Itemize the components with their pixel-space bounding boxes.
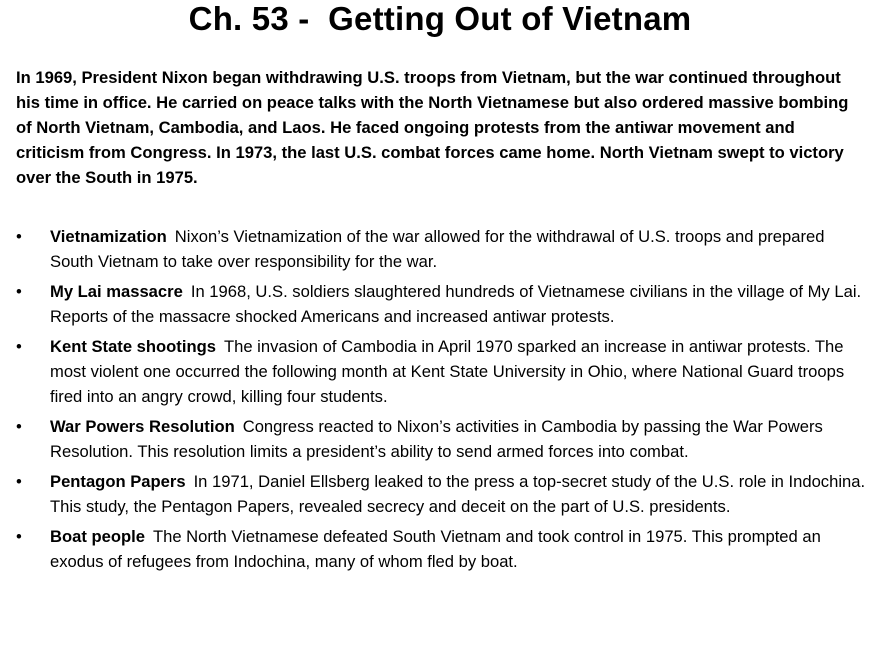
bullet-icon: • (16, 527, 22, 546)
term-definition: The invasion of Cambodia in April 1970 sparked an increase in antiwar protests. The most violent one occurred the following month at Kent State University in Ohio, where National Guard troops fired into an angry crowd, killing four students. (50, 337, 845, 406)
terms-list (16, 224, 866, 579)
intro-paragraph: In 1969, President Nixon began withdrawing U.S. troops from Vietnam, but the war continued throughout his time in office. He carried on peace talks with the North Vietnamese but also ordered massive bombing of North Vietnam, Cambodia, and Laos. He faced ongoing protests from the antiwar movement and criticism from Congress. In 1973, the last U.S. combat forces came home. North Vietnam swept to victory over the South in 1975. (16, 68, 849, 187)
term-definition: Nixon’s Vietnamization of the war allowed for the withdrawal of U.S. troops and prepared South Vietnam to take over responsibility for the war. (50, 227, 825, 271)
term-name: Vietnamization (50, 227, 167, 246)
bullet-icon: • (16, 227, 22, 246)
term-item-kent-state-shootings (16, 334, 866, 409)
term-definition: The North Vietnamese defeated South Vietnam and took control in 1975. This prompted an exodus of refugees from Indochina, many of whom fled by boat. (50, 527, 821, 571)
term-item-my-lai-massacre (16, 279, 866, 329)
term-item-pentagon-papers (16, 469, 866, 519)
term-item-vietnamization (16, 224, 866, 274)
term-name: Kent State shootings (50, 337, 216, 356)
term-item-war-powers-resolution (16, 414, 866, 464)
term-definition: In 1971, Daniel Ellsberg leaked to the press a top-secret study of the U.S. role in Indochina. This study, the Pentagon Papers, revealed secrecy and deceit on the part of U.S. presidents. (50, 472, 866, 516)
term-name: Boat people (50, 527, 145, 546)
term-name: War Powers Resolution (50, 417, 235, 436)
term-item-boat-people (16, 524, 866, 574)
term-definition: In 1968, U.S. soldiers slaughtered hundreds of Vietnamese civilians in the village of My Lai. Reports of the massacre shocked Americans and increased antiwar protests. (50, 282, 862, 326)
term-name: My Lai massacre (50, 282, 183, 301)
term-definition: Congress reacted to Nixon’s activities in Cambodia by passing the War Powers Resolution. This resolution limits a president’s ability to send armed forces into combat. (50, 417, 823, 461)
bullet-icon: • (16, 417, 22, 436)
bullet-icon: • (16, 472, 22, 491)
bullet-icon: • (16, 337, 22, 356)
slide-title: Ch. 53 - Getting Out of Vietnam (188, 0, 692, 37)
term-name: Pentagon Papers (50, 472, 186, 491)
bullet-icon: • (16, 282, 22, 301)
